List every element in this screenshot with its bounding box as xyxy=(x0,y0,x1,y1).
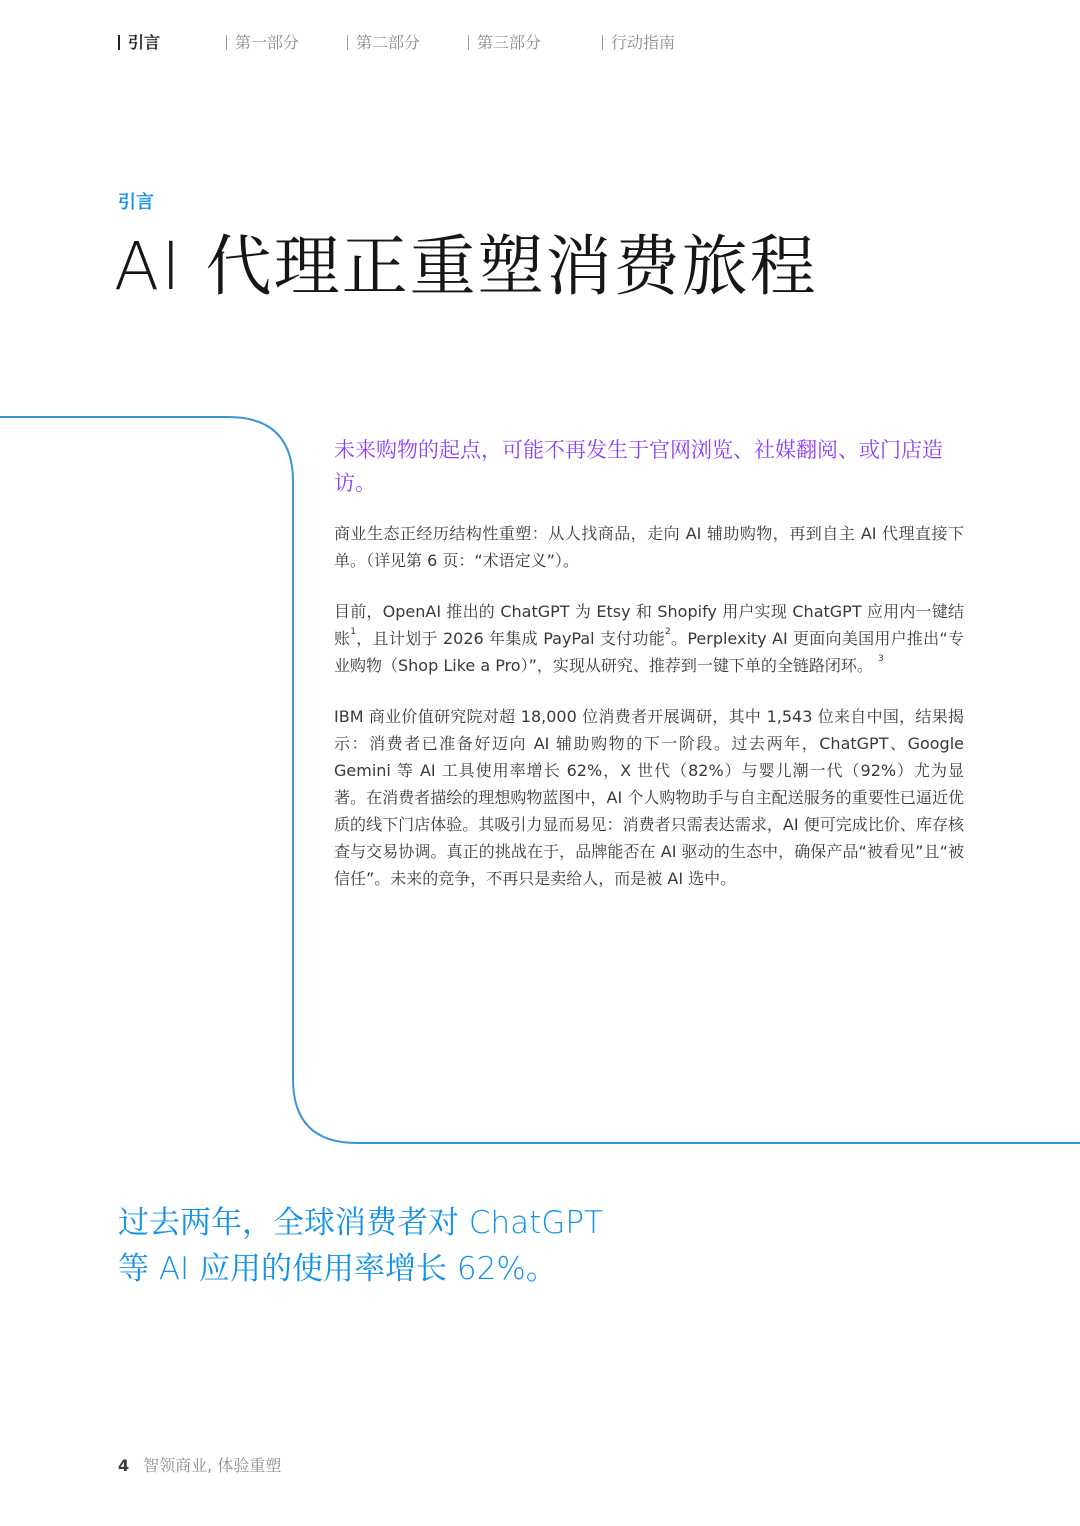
nav-item-label: 引言 xyxy=(128,33,161,52)
page-number: 4 xyxy=(118,1456,130,1475)
footnote-ref[interactable]: 1 xyxy=(350,627,357,637)
highlight-line: 过去两年，全球消费者对 ChatGPT xyxy=(118,1205,603,1241)
main-content xyxy=(334,434,964,916)
nav-divider xyxy=(468,35,469,50)
footnote-ref[interactable]: 3 xyxy=(877,654,884,664)
nav-item-part-two[interactable] xyxy=(347,30,420,53)
body-text: ，且计划于 2026 年集成 PayPal 支付功能 xyxy=(356,629,666,648)
section-label: 引言 xyxy=(118,192,154,213)
page-footer xyxy=(118,1453,281,1476)
body-paragraph: 商业生态正经历结构性重塑：从人找商品，走向 AI 辅助购物，再到自主 AI 代理直接下单。（详见第 6 页：“术语定义”）。 xyxy=(334,524,964,570)
nav-divider xyxy=(226,35,227,50)
highlight-quote xyxy=(118,1200,738,1292)
footer-title: 智领商业, 体验重塑 xyxy=(143,1456,282,1475)
nav-item-part-three[interactable] xyxy=(468,30,541,53)
nav-divider xyxy=(602,35,603,50)
nav-divider xyxy=(118,35,120,50)
page-title: AI 代理正重塑消费旅程 xyxy=(114,228,818,305)
top-navigation xyxy=(0,30,1080,58)
body-paragraph xyxy=(334,598,964,679)
nav-item-part-one[interactable] xyxy=(226,30,299,53)
nav-item-label: 第三部分 xyxy=(477,33,542,52)
nav-item-label: 行动指南 xyxy=(611,33,676,52)
body-text: 目前，OpenAI 推出的 ChatGPT 为 Etsy 和 Shopify 用户实现 ChatGPT 应用内一键结账 xyxy=(334,602,964,648)
highlight-line: 等 AI 应用的使用率增长 62%。 xyxy=(118,1251,557,1287)
lead-paragraph: 未来购物的起点，可能不再发生于官网浏览、社媒翻阅、或门店造访。 xyxy=(334,438,943,495)
nav-item-action-guide[interactable] xyxy=(602,30,675,53)
nav-item-label: 第一部分 xyxy=(235,33,300,52)
nav-item-intro[interactable] xyxy=(118,30,160,53)
footnote-ref[interactable]: 2 xyxy=(665,627,671,637)
body-paragraph: IBM 商业价值研究院对超 18,000 位消费者开展调研，其中 1,543 位来自中国，结果揭示：消费者已准备好迈向 AI 辅助购物的下一阶段。过去两年，ChatGPT、Google Gemini 等 AI 工具使用率增长 62%，X 世代（82%）与婴儿潮一代（92%）尤为显著。在消费者描绘的理想购物蓝图中，AI 个人购物助手与自主配送服务的重要性已逼近优质的线下门店体验。其吸引力显而易见：消费者只需表达需求，AI 便可完成比价、库存核查与交易协调。真正的挑战在于，品牌能否在 AI 驱动的生态中，确保产品“被看见”且“被信任”。未来的竞争，不再只是卖给人，而是被 AI 选中。 xyxy=(334,707,964,888)
nav-item-label: 第二部分 xyxy=(356,33,421,52)
body-text: 。Perplexity AI 更面向美国用户推出“专业购物（Shop Like a Pro）”，实现从研究、推荐到一键下单的全链路闭环。 xyxy=(334,629,964,675)
nav-divider xyxy=(347,35,348,50)
